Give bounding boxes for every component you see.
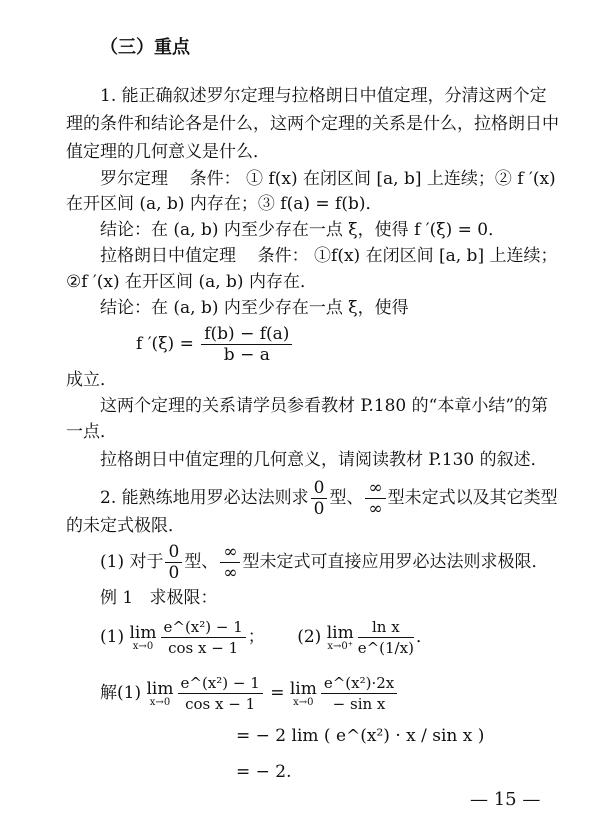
p2-text-b: 型、 [329,488,364,508]
frac-den: cos x − 1 [168,639,239,657]
paragraph-3 [100,540,548,584]
relation-line-1: 这两个定理的关系请学员参看教材 P.180 的“本章小结”的第 [100,396,549,416]
frac-num: ∞ [220,542,240,563]
p2-text-c: 型未定式以及其它类型 [387,488,558,508]
frac-den: 0 [168,563,180,583]
sol-equals: = [270,683,285,703]
frac-den: e^(1/x) [357,639,414,657]
rolle-name: 罗尔定理 [100,169,168,189]
rolle-condition-label: 条件： [189,169,241,189]
paragraph-1-line-3: 值定理的几何意义是什么． [66,142,270,162]
frac-num: ∞ [365,478,385,499]
section-heading: （三）重点 [100,37,190,58]
lim-sub: x→0 [149,696,171,708]
frac-num: e^(x²) − 1 [161,617,246,638]
paragraph-1-line-1: 1. 能正确叙述罗尔定理与拉格朗日中值定理，分清这两个定 [100,86,547,106]
inf-over-inf [220,542,240,583]
p2-text-a: 2. 能熟练地用罗必达法则求 [100,488,309,508]
frac-num: e^(x²)·2x [321,673,397,694]
lagrange-condition-1: ①f(x) 在闭区间 [a, b] 上连续； [314,246,558,266]
paragraph-1-line-2: 理的条件和结论各是什么，这两个定理的关系是什么，拉格朗日中 [66,114,559,134]
formula-numerator: f(b) − f(a) [201,324,292,345]
formula-lhs: f ′(ξ) = [136,334,194,354]
relation-line-2: 一点． [66,422,117,442]
frac-den: ∞ [223,563,238,583]
lagrange-condition-label: 条件： [257,246,309,266]
lim-sub: x→0⁺ [327,640,354,652]
ex1-end: ； [247,627,265,647]
lagrange-name: 拉格朗日中值定理 [100,246,236,266]
inf-over-inf [365,478,385,519]
ex2-label: (2) [297,627,322,647]
lim-text: lim [289,678,317,699]
ex1-fraction [161,617,246,658]
frac-den: − sin x [332,695,386,713]
frac-den: 0 [313,499,325,519]
paragraph-2-line-2: 的未定式极限． [66,516,185,536]
ex2-limit [327,624,354,652]
zero-over-zero [165,542,182,583]
example-task: 求极限： [149,588,218,608]
frac-den: cos x − 1 [185,695,256,713]
lim-sub: x→0 [132,640,154,652]
frac-num: 0 [311,478,328,499]
lim-text: lim [146,678,174,699]
lagrange-condition-line [100,244,557,268]
rolle-conclusion: 结论：在 (a, b) 内至少存在一点 ξ，使得 f ′(ξ) = 0． [100,220,506,240]
formula-denominator: b − a [223,345,270,365]
rolle-condition-2: 在开区间 (a, b) 内存在；③ f(a) = f(b)． [66,194,383,214]
solution-label: 解(1) [100,683,142,703]
sol-fraction-1 [178,673,263,714]
example-heading [100,586,217,610]
sol-limit-1 [147,680,174,708]
ex1-limit [130,624,157,652]
p3-text-b: 型、 [184,552,219,572]
geometry-meaning: 拉格朗日中值定理的几何意义，请阅读教材 P.130 的叙述． [100,450,548,470]
sol-fraction-2 [321,673,397,714]
sol-limit-2 [290,680,317,708]
frac-num: 0 [165,542,182,563]
formula-fraction [201,324,292,365]
lim-text: lim [326,622,354,643]
ex2-fraction [358,617,414,658]
lagrange-condition-2: ②f ′(x) 在开区间 (a, b) 内存在． [66,272,317,292]
rolle-condition-line [100,167,556,191]
frac-num: e^(x²) − 1 [178,673,263,694]
frac-num: ln x [358,617,414,638]
lagrange-formula [136,322,294,366]
lim-sub: x→0 [293,696,314,708]
p3-text-a: (1) 对于 [100,552,164,572]
lim-text: lim [129,622,157,643]
lagrange-after: 成立． [66,370,117,390]
lagrange-conclusion: 结论：在 (a, b) 内至少存在一点 ξ，使得 [100,298,409,318]
page-number: — 15 — [470,789,541,810]
example-label: 例 1 [100,588,134,608]
solution-line-3: = − 2. [236,762,292,782]
solution-line-2: = − 2 lim ( e^(x²) · x / sin x ) [236,726,485,746]
ex1-label: (1) [100,627,125,647]
ex2-end: ． [415,627,433,647]
zero-over-zero [311,478,328,519]
frac-den: ∞ [368,499,383,519]
solution-line-1 [100,670,399,716]
rolle-condition-1: ① f(x) 在闭区间 [a, b] 上连续；② f ′(x) [246,169,556,189]
p3-text-c: 型未定式可直接应用罗必达法则求极限． [242,552,549,572]
example-problems [100,614,433,660]
